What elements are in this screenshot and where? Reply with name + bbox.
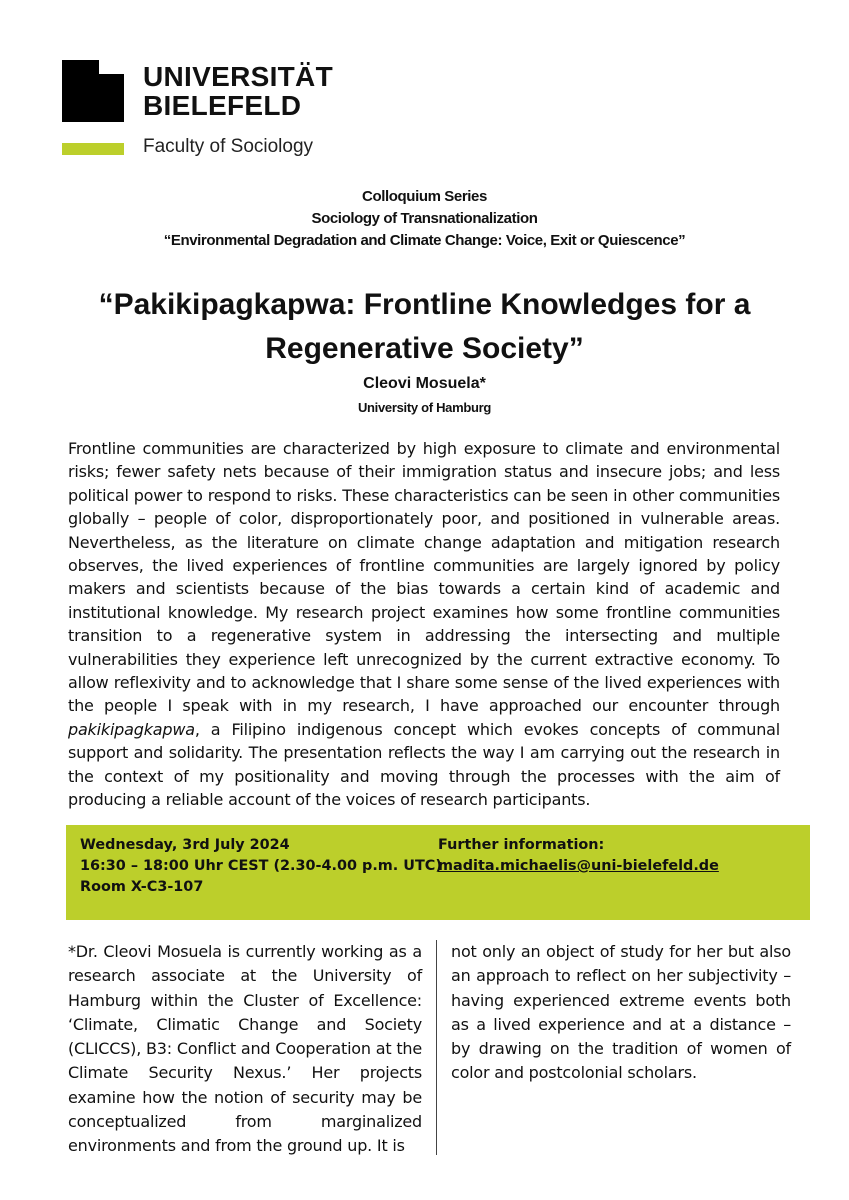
- talk-title: [0, 283, 849, 371]
- logo-line-1: UNIVERSITÄT: [143, 61, 333, 92]
- column-divider: [436, 940, 437, 1155]
- abstract-part-1: Frontline communities are characterized by high exposure to climate and environmental risks; fewer safety nets because of their immigration status and insecure jobs; and less political power to respond to risks. These characteristics can be seen in other communities globally – people of color, disproportionately poor, and positioned in vulnerable areas. Nevertheless, as the literature on climate change adaptation and mitigation research observes, the lived experiences of frontline communities are largely ignored by policy makers and scientists because of the bias towards a certain kind of academic and institutional knowledge. My research project examines how some frontline communities transition to a regenerative system in addressing the intersecting and multiple vulnerabilities they experience left unrecognized by the current extractive economy. To allow reflexivity and to acknowledge that I share some sense of the lived experiences with the people I speak with in my research, I have approached our encounter through: [68, 439, 780, 716]
- abstract-italic-term: pakikipagkapwa: [68, 719, 195, 739]
- abstract-text: [68, 437, 780, 812]
- info-label: Further information:: [438, 837, 605, 853]
- logo-mark: [62, 60, 124, 122]
- logo-line-2: BIELEFELD: [143, 90, 302, 121]
- contact-email-link[interactable]: madita.michaelis@uni-bielefeld.de: [438, 858, 719, 874]
- event-details: [80, 835, 442, 898]
- speaker-name: Cleovi Mosuela*: [363, 375, 486, 392]
- faculty-name: Faculty of Sociology: [143, 136, 314, 157]
- contact-info: [438, 835, 719, 877]
- speaker-bio-column-left: *Dr. Cleovi Mosuela is currently working as a research associate at the University of Hamburg within the Cluster of Excellence: ‘Climate, Climatic Change and Society (CLICCS), B3: Conflict and Cooperation at the Climate Security Nexus.’ Her projects examine how the notion of security may be conceptualized from marginalized environments and from the ground up. It is: [68, 942, 422, 1156]
- logo-accent-bar: [62, 143, 124, 155]
- university-logo: [62, 60, 362, 160]
- series-name: Sociology of Transnationalization: [311, 210, 538, 227]
- speaker-affiliation: University of Hamburg: [357, 400, 492, 415]
- event-room: Room X-C3-107: [80, 879, 204, 895]
- speaker-bio-column-right: not only an object of study for her but also an approach to reflect on her subjectivity – having experienced extreme events both as a lived experience and at a distance – by drawing on the tradition of women of color and postcolonial scholars.: [451, 942, 791, 1083]
- event-info-box: [66, 825, 810, 920]
- series-label: Colloquium Series: [362, 188, 487, 205]
- talk-title-line-2: Regenerative Society”: [265, 332, 584, 365]
- colloquium-series-header: [0, 186, 849, 252]
- abstract-part-2: , a Filipino indigenous concept which evokes concepts of communal support and solidarity. The presentation reflects the way I am carrying out the research in the context of my positionality and moving through the processes with the aim of producing a reliable account of the voices of research participants.: [68, 719, 780, 810]
- event-time: 16:30 – 18:00 Uhr CEST (2.30-4.00 p.m. UTC): [80, 858, 442, 874]
- series-theme: “Environmental Degradation and Climate Change: Voice, Exit or Quiescence”: [163, 232, 686, 249]
- talk-title-line-1: “Pakikipagkapwa: Frontline Knowledges for a: [98, 288, 751, 321]
- event-date: Wednesday, 3rd July 2024: [80, 837, 290, 853]
- logo-wordmark: [143, 62, 333, 120]
